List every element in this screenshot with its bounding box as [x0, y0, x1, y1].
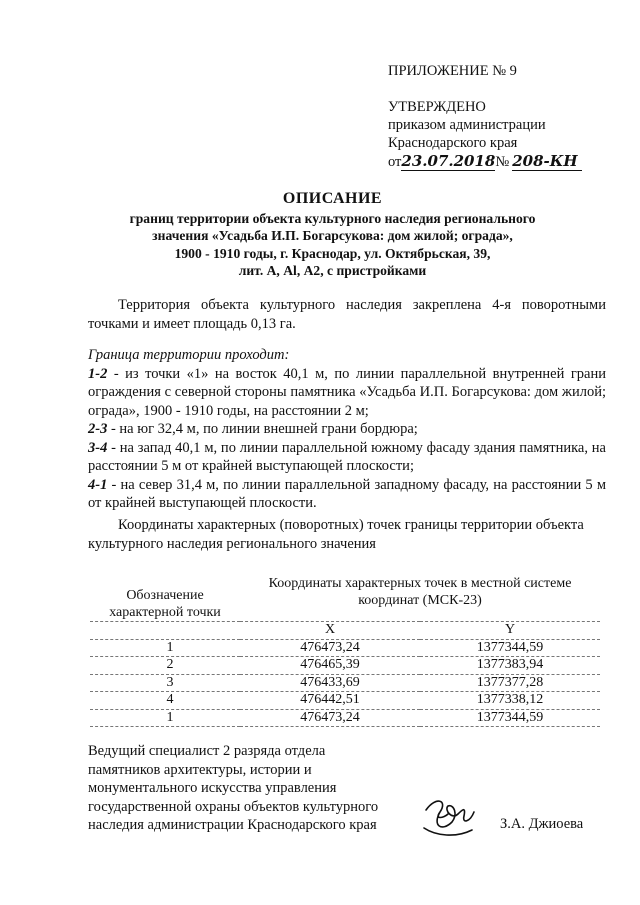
title-subtitle: [80, 210, 585, 280]
table-row: [90, 639, 600, 657]
y-cell: 1377344,59: [420, 639, 600, 657]
signatory-line-4: государственной охраны объектов культурного: [88, 798, 379, 815]
segment-text: - на запад 40,1 м, по линии параллельной южному фасаду здания памятника, на расстоянии 5 м от крайней выступающей плоскости;: [88, 439, 606, 474]
segment-text: - на север 31,4 м, по линии параллельной западному фасаду, на расстоянии 5 м от крайней выступающей плоскости.: [88, 476, 606, 511]
order-line-2: Краснодарского края: [388, 135, 518, 151]
axis-header-row: [90, 622, 600, 640]
title-line-1: границ территории объекта культурного наследия регионального: [129, 211, 536, 226]
table-row: [90, 709, 600, 727]
coords-intro-paragraph: Координаты характерных (поворотных) точек границы территории объекта культурного наследия регионального значения: [88, 517, 584, 552]
segment-label: 3-4: [88, 439, 108, 456]
handwritten-date: 23.07.2018: [401, 152, 496, 170]
signatory-name: З.А. Джиоева: [500, 816, 584, 832]
y-cell: 1377344,59: [420, 709, 600, 727]
point-header: [90, 575, 240, 622]
coords-header-line-1: Координаты характерных точек в местной системе: [268, 576, 572, 591]
x-cell: 476473,24: [240, 639, 420, 657]
x-header: X: [240, 622, 420, 640]
segment-text: - на юг 32,4 м, по линии внешней грани бордюра;: [107, 421, 418, 437]
signatory-title: [88, 742, 378, 835]
segment-label: 4-1: [88, 476, 108, 493]
boundary-item-2: [88, 420, 606, 439]
x-cell: 476465,39: [240, 657, 420, 675]
boundary-item-4: [88, 476, 606, 513]
coordinates-table: [90, 575, 600, 727]
table-row: [90, 692, 600, 710]
handwritten-signature: [418, 792, 478, 842]
segment-text: - из точки «1» на восток 40,1 м, по линии параллельной внутренней грани ограждения с северной стороны памятника «Усадьба И.П. Богарсукова: дом жилой; ограда», 1900 - 1910 годы, на расстоянии 2 м;: [88, 365, 606, 419]
point-header-line-1: Обозначение: [126, 588, 204, 603]
intro-paragraph: Территория объекта культурного наследия закреплена 4-я поворотными точками и имеет площадь 0,13 га.: [88, 297, 606, 332]
point-cell: 2: [90, 657, 240, 675]
segment-label: 1-2: [88, 365, 108, 382]
point-cell: 4: [90, 692, 240, 710]
boundary-item-1: [88, 365, 606, 421]
boundary-heading: Граница территории проходит:: [88, 347, 290, 363]
coords-header: [240, 575, 600, 622]
boundary-section: [88, 346, 606, 513]
x-cell: 476473,24: [240, 709, 420, 727]
order-line-1: приказом администрации: [388, 117, 546, 133]
point-cell: 1: [90, 709, 240, 727]
signatory-line-3: монументального искусства управления: [88, 780, 337, 797]
point-cell: 3: [90, 674, 240, 692]
x-cell: 476442,51: [240, 692, 420, 710]
signatory-line-5: наследия администрации Краснодарского края: [88, 817, 377, 834]
signatory-line-1: Ведущий специалист 2 разряда отдела: [88, 743, 326, 759]
coords-header-line-2: координат (МСК-23): [358, 593, 482, 608]
table-row: [90, 674, 600, 692]
point-header-line-2: характерной точки: [109, 605, 221, 620]
table-header-row: [90, 575, 600, 622]
title-line-2: значения «Усадьба И.П. Богарсукова: дом жилой; ограда»,: [152, 228, 513, 244]
y-cell: 1377377,28: [420, 674, 600, 692]
empty-cell: [90, 622, 240, 640]
handwritten-number: 208-КН: [512, 152, 582, 171]
title-line-3: 1900 - 1910 годы, г. Краснодар, ул. Октябрьская, 39,: [174, 245, 491, 261]
approved-label: УТВЕРЖДЕНО: [388, 99, 486, 115]
appendix-label: ПРИЛОЖЕНИЕ № 9: [388, 63, 517, 79]
y-cell: 1377383,94: [420, 657, 600, 675]
signatory-line-2: памятников архитектуры, истории и: [88, 761, 312, 778]
point-cell: 1: [90, 639, 240, 657]
y-cell: 1377338,12: [420, 692, 600, 710]
boundary-item-3: [88, 439, 606, 476]
order-date-line: [388, 152, 582, 171]
segment-label: 2-3: [88, 421, 108, 437]
y-header: Y: [420, 622, 600, 640]
number-sign: №: [495, 154, 510, 170]
x-cell: 476433,69: [240, 674, 420, 692]
title-line-4: лит. А, Аl, А2, с пристройками: [238, 263, 427, 279]
document-title: ОПИСАНИЕ: [282, 190, 383, 207]
table-row: [90, 657, 600, 675]
from-prefix: от: [388, 154, 402, 170]
